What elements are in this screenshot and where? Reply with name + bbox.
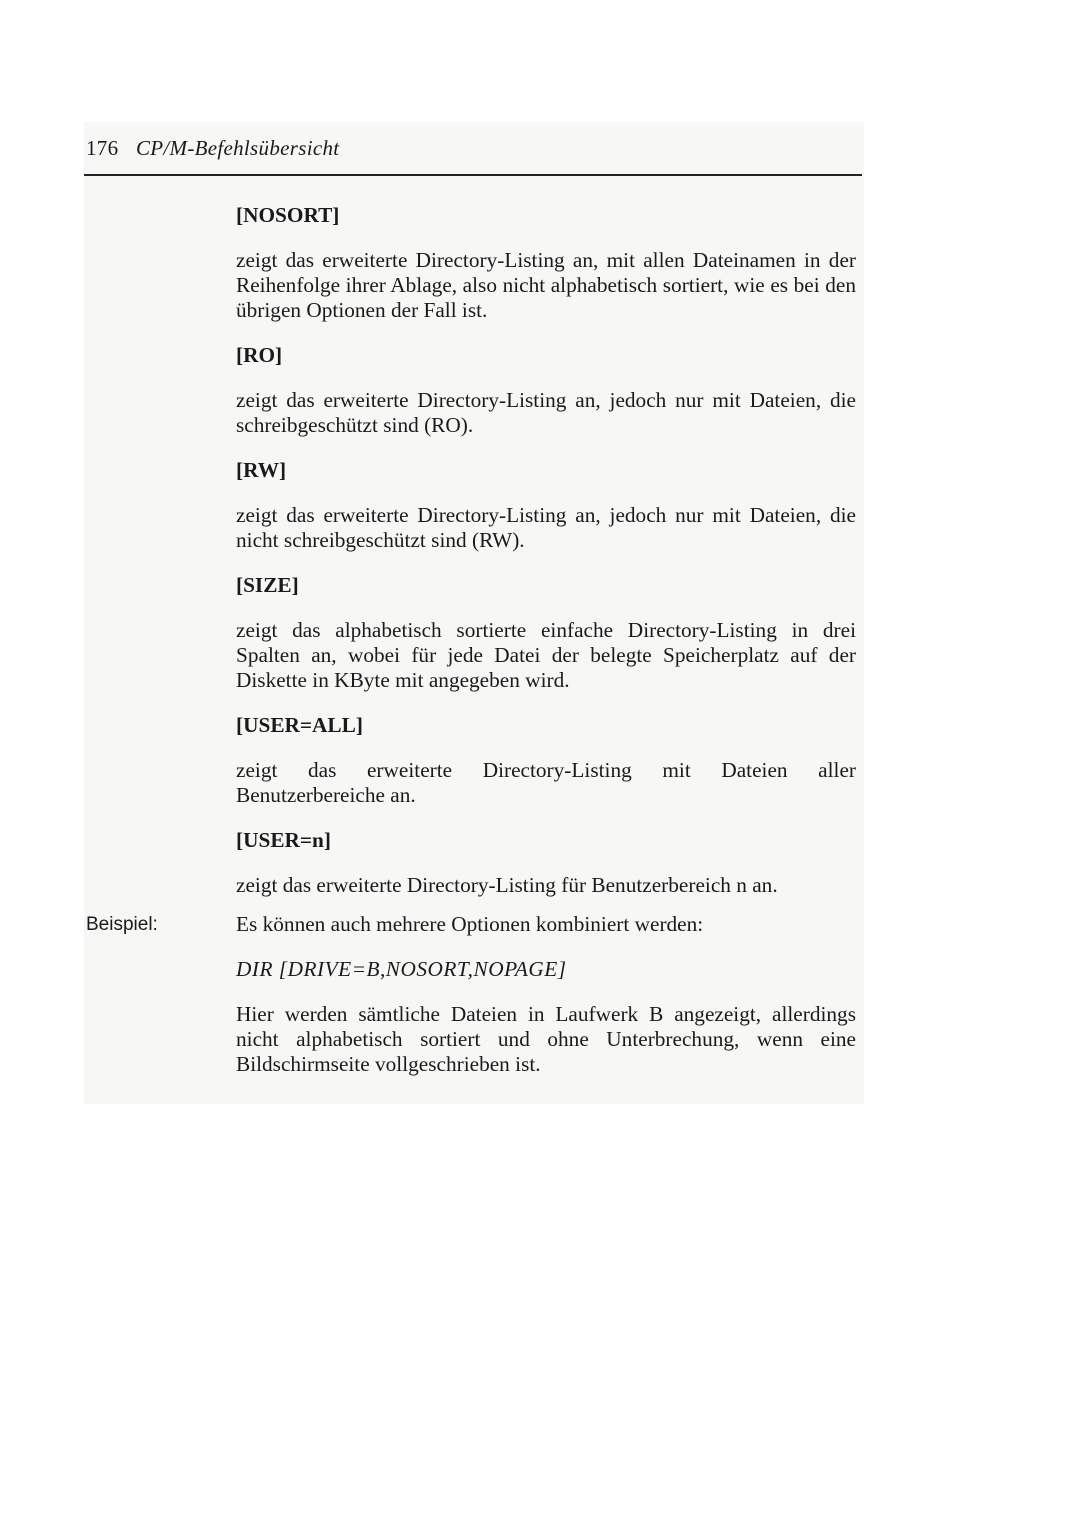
option-nosort-heading: [NOSORT] [236, 203, 340, 227]
option-ro-heading: [RO] [236, 343, 283, 367]
option-nosort-description: zeigt das erweiterte Directory-Listing an, mit allen Dateinamen in der Reihenfolge ihrer Ablage, also nicht alphabetisch sortiert, wie es bei den übrigen Optionen der Fall ist. [236, 248, 856, 322]
example-block [86, 912, 856, 1077]
option-rw-heading: [RW] [236, 458, 287, 482]
option-ro-description: zeigt das erweiterte Directory-Listing an, jedoch nur mit Dateien, die schreibgeschützt sind (RO). [236, 388, 856, 437]
page-body [86, 203, 856, 1077]
example-explanation: Hier werden sämtliche Dateien in Laufwerk B angezeigt, allerdings nicht alphabetisch sortiert und ohne Unterbrechung, wenn eine Bildschirmseite vollgeschrieben ist. [236, 1002, 856, 1076]
example-label: Beispiel: [86, 914, 158, 935]
option-user-n-heading: [USER=n] [236, 828, 331, 852]
header-rule [84, 174, 862, 176]
option-size-heading: [SIZE] [236, 573, 299, 597]
option-user-all-heading: [USER=ALL] [236, 713, 363, 737]
option-size-description: zeigt das alphabetisch sortierte einfache Directory-Listing in drei Spalten an, wobei für jede Datei der belegte Speicherplatz auf der Diskette in KByte mit angegeben wird. [236, 618, 856, 692]
running-header [86, 136, 339, 161]
option-user-n-description: zeigt das erweiterte Directory-Listing für Benutzerbereich n an. [236, 873, 778, 897]
example-intro: Es können auch mehrere Optionen kombiniert werden: [236, 912, 704, 936]
chapter-title: CP/M-Befehlsübersicht [135, 136, 340, 160]
page-number: 176 [86, 136, 119, 160]
option-rw-description: zeigt das erweiterte Directory-Listing an, jedoch nur mit Dateien, die nicht schreibgeschützt sind (RW). [236, 503, 856, 552]
example-command: DIR [DRIVE=B,NOSORT,NOPAGE] [236, 957, 567, 981]
option-user-all-description: zeigt das erweiterte Directory-Listing mit Dateien aller Benutzerbereiche an. [236, 758, 856, 807]
